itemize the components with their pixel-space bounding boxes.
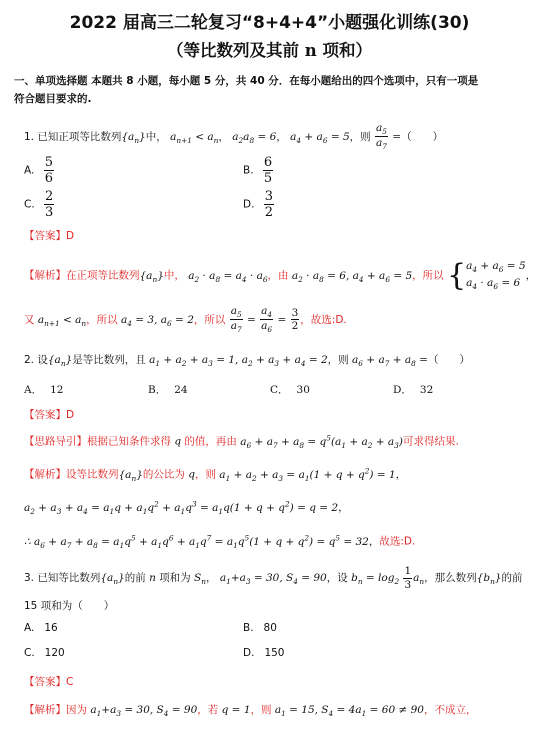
q1-answer: 【答案】D	[24, 230, 75, 242]
page-title: 2022 届高三二轮复习“8+4+4”小题强化训练(30)	[69, 13, 470, 33]
q2-analysis-line1: 【解析】设等比数列$\{a_n\}$的公比为 q，则 $a_1 + a_2 + a_3 = a_1(1 + q + q^2) = 1$，	[24, 466, 407, 483]
q1-stem: 1. 已知正项等比数列$\{a_n\}$中， $a_{n+1} < a_n$， $a_2a_8 = 6$， $a_4 + a_6 = 5$，则 $\frac{a_5}{a_7}$ =（ ）	[24, 122, 444, 152]
q3-option-d: D. 150	[243, 647, 285, 659]
q2-answer: 【答案】D	[24, 409, 75, 421]
q3-option-b: B. 80	[243, 622, 277, 634]
q2-option-c: C． 30	[270, 384, 310, 396]
q3-stem-line1: 3. 已知等比数列$\{a_n\}$的前 n 项和为 $S_n$， $a_1+a_3 = 30$, $S_4 = 90$，设 $b_n = \log_2$ $\frac{1}{3}$ $a_n$，那么数列$\{b_n\}$的前	[24, 565, 523, 591]
q2-option-a: A． 12	[24, 384, 64, 396]
q2-analysis-line2: $a_2 + a_3 + a_4 = a_1q + a_1q^2 + a_1q^3 = a_1q(1 + q + q^2) = q = 2$，	[24, 499, 349, 516]
q2-stem: 2. 设$\{a_n\}$是等比数列，且 $a_1 + a_2 + a_3 = 1$, $a_2 + a_3 + a_4 = 2$，则 $a_6 + a_7 + a_8$ =（ ）	[24, 354, 470, 369]
page-subtitle: （等比数列及其前 n 项和）	[167, 41, 372, 60]
q3-analysis-line1: 【解析】因为 $a_1+a_3 = 30$, $S_4 = 90$，若 q = 1，则 $a_1 = 15$, $S_4 = 4a_1 = 60 \ne 90$，不成立，	[24, 704, 477, 719]
q1-analysis-line2: 又 $a_{n+1} < a_n$，所以 $a_4 = 3$, $a_6 = 2$，所以 $\frac{a_5}{a_7}$ = $\frac{a_4}{a_6}$ = $\frac{3}{2}$ ，故选:D.	[24, 305, 347, 335]
q1-analysis-line1: 【解析】在正项等比数列$\{a_n\}$中， $a_2 \cdot a_8 = a_4 \cdot a_6$，由 $a_2 \cdot a_8 = 6$, $a_4 + a_6 = 5$，所以 {$a_4 + a_6 = 5$ $a_4 \cdot a_6 = 6$，	[24, 258, 537, 293]
q3-option-c: C. 120	[24, 647, 65, 659]
q2-option-d: D． 32	[393, 384, 434, 396]
section-heading-line2: 符合题目要求的.	[14, 93, 92, 105]
q3-stem-line2: 15 项和为（ ）	[24, 600, 115, 612]
q1-option-d: D. $\frac{3}{2}$	[243, 189, 274, 220]
q2-analysis-line3: ∴ $a_6 + a_7 + a_8 = a_1q^5 + a_1q^6 + a_1q^7 = a_1q^5(1 + q + q^2) = q^5 = 32$，故选:D.	[24, 533, 416, 550]
q1-option-c: C. $\frac{2}{3}$	[24, 189, 54, 220]
q1-option-a: A. $\frac{5}{6}$	[24, 155, 53, 186]
q2-option-b: B． 24	[148, 384, 188, 396]
q2-guide: 【思路导引】根据已知条件求得 q 的值，再由 $a_6 + a_7 + a_8 = q^5(a_1 + a_2 + a_3)$可求得结果.	[24, 433, 459, 450]
q3-answer: 【答案】C	[24, 676, 74, 688]
section-heading-line1: 一、单项选择题 本题共 8 小题，每小题 5 分，共 40 分．在每小题给出的四个选项中，只有一项是	[14, 75, 479, 87]
q1-option-b: B. $\frac{6}{5}$	[243, 155, 273, 186]
q3-option-a: A. 16	[24, 622, 58, 634]
